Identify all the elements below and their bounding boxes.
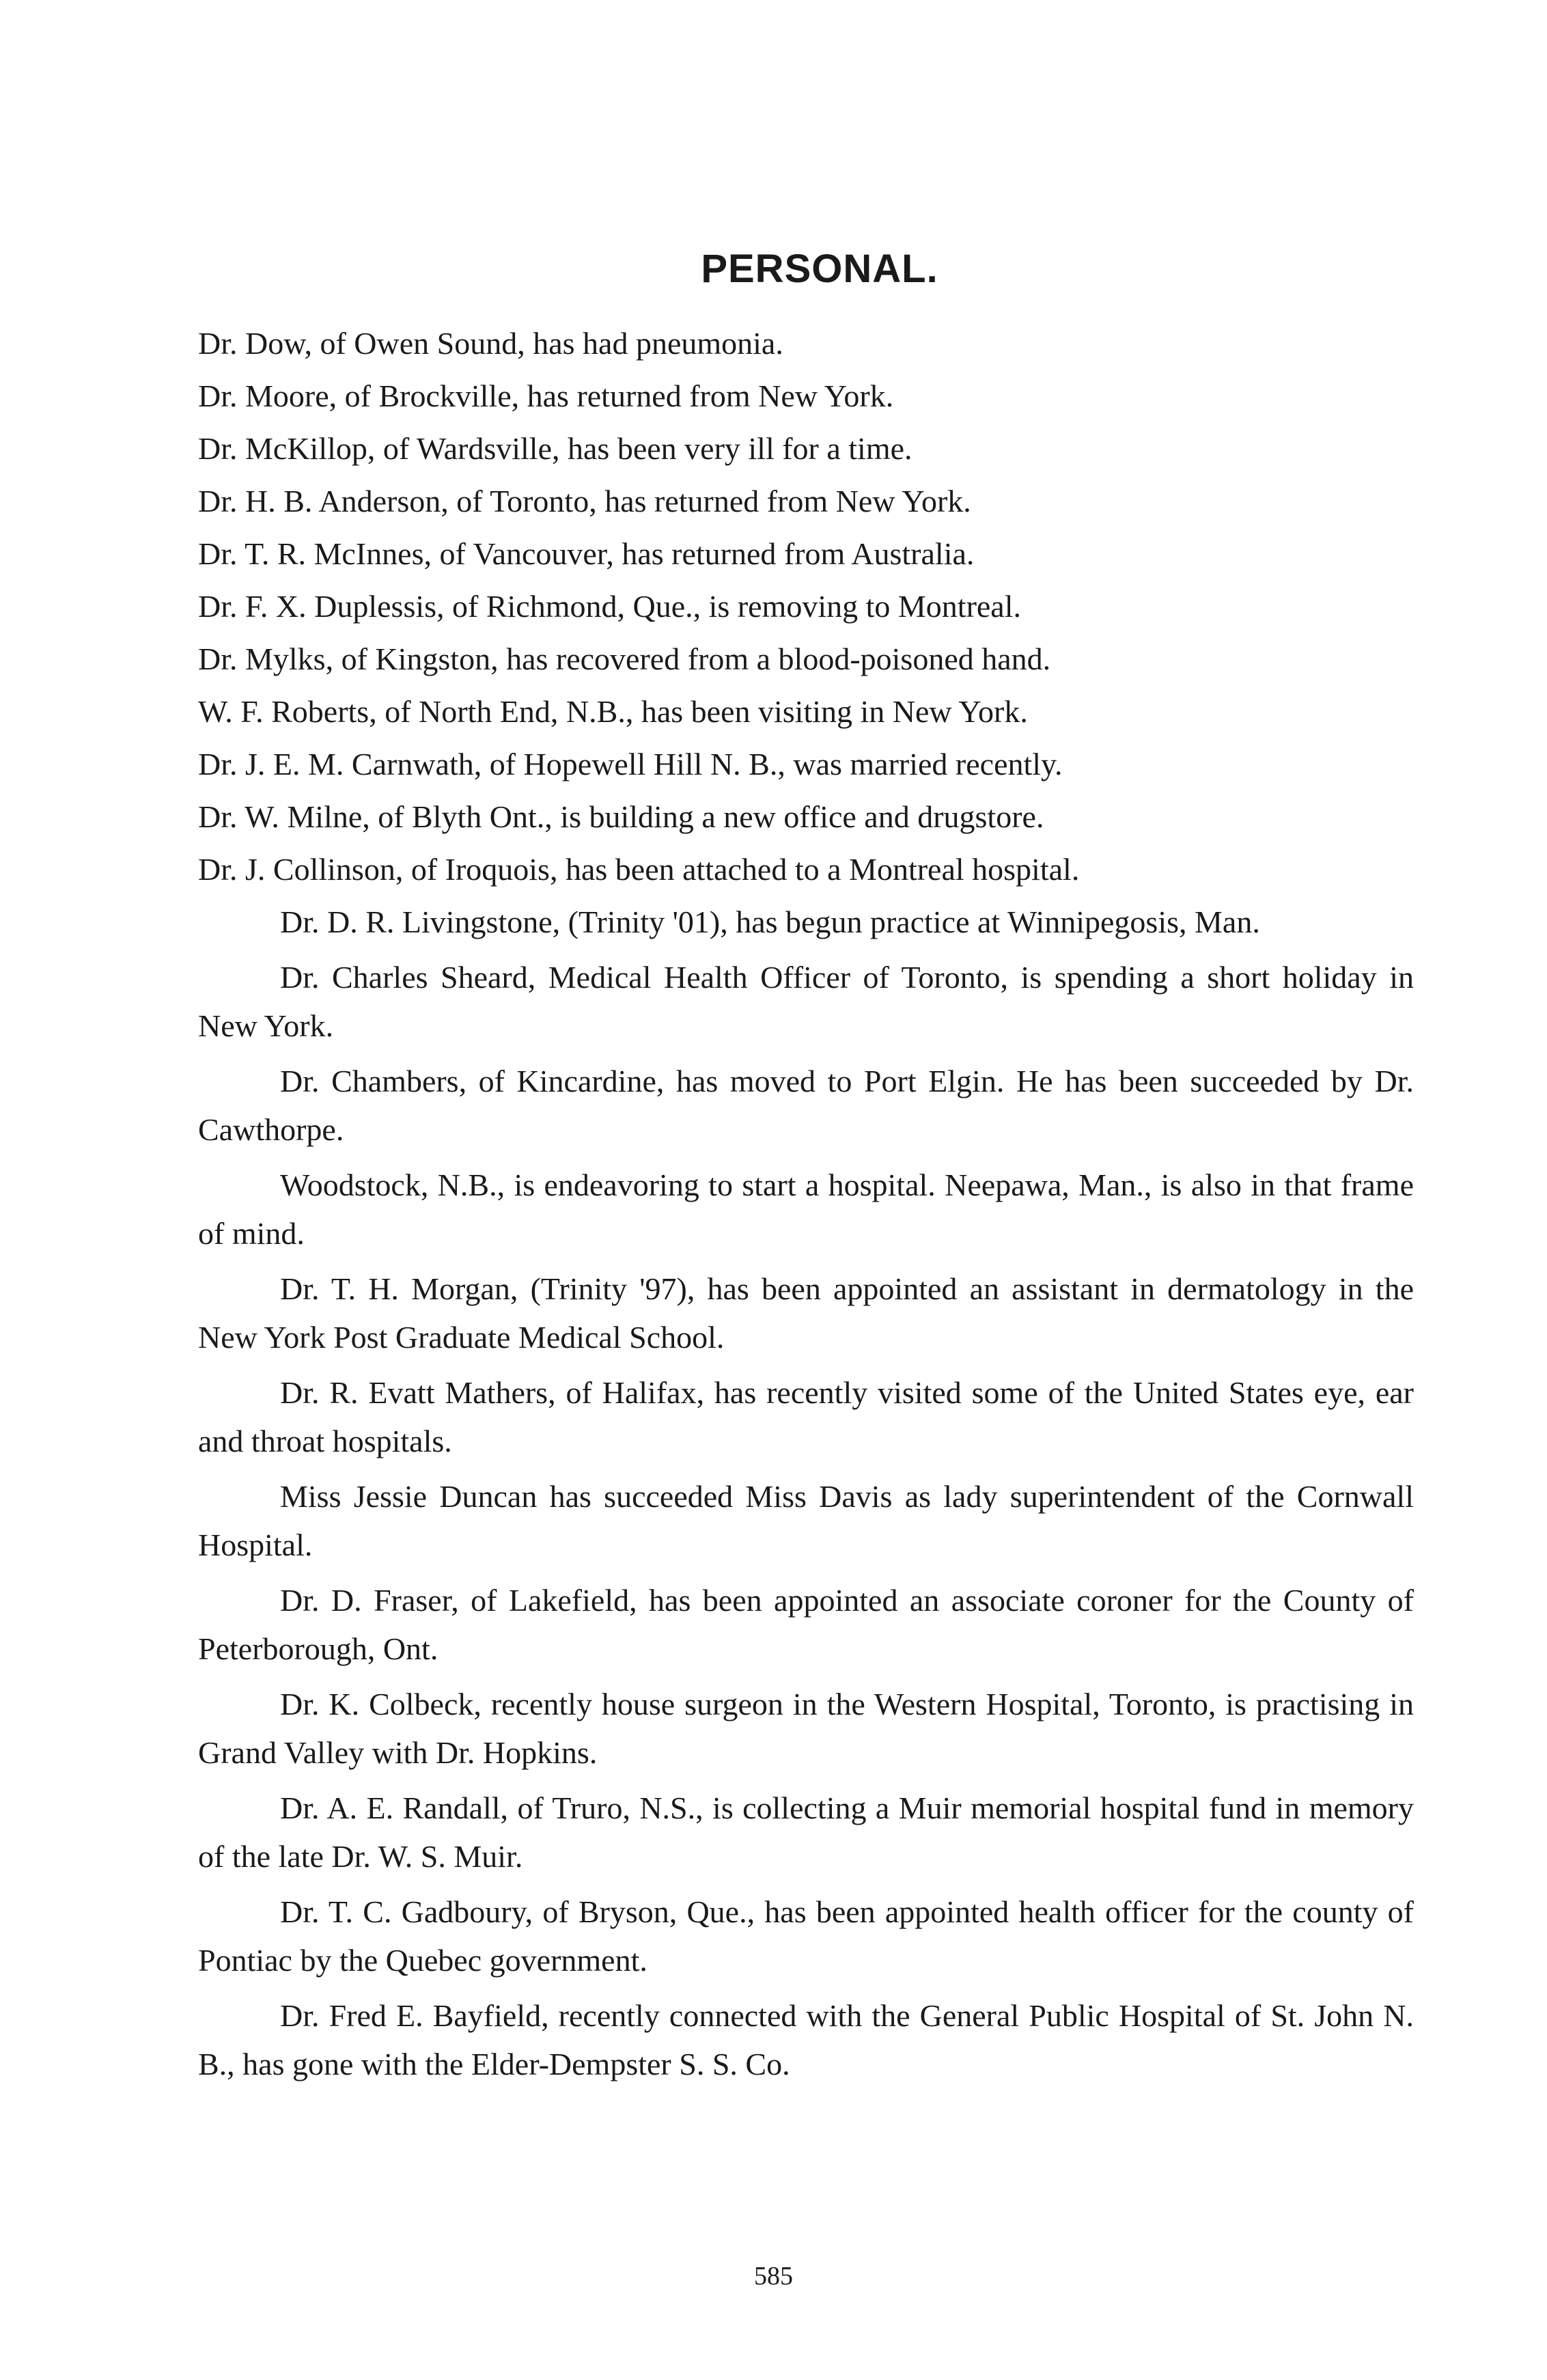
personal-note-item: Dr. T. C. Gadboury, of Bryson, Que., has been appointed health officer for the county of Pontiac by the Quebec government. — [198, 1894, 1414, 1978]
personal-note-item: Dr. Fred E. Bayfield, recently connected with the General Public Hospital of St. John N. B., has gone with the Elder-Dempster S. S. Co. — [198, 1998, 1414, 2081]
page-number: 585 — [754, 2262, 793, 2291]
personal-note-item: Dr. A. E. Randall, of Truro, N.S., is collecting a Muir memorial hospital fund in memory of the late Dr. W. S. Muir. — [198, 1790, 1414, 1874]
personal-note-item: Dr. W. Milne, of Blyth Ont., is building a new office and drugstore. — [198, 799, 1044, 834]
personal-note-item: Dr. Moore, of Brockville, has returned from New York. — [198, 378, 894, 413]
personal-note-item: Dr. T. H. Morgan, (Trinity '97), has been appointed an assistant in dermatology in the New York Post Graduate Medical School. — [198, 1271, 1414, 1355]
personal-note-item: Dr. D. R. Livingstone, (Trinity '01), has begun practice at Winnipegosis, Man. — [280, 904, 1260, 939]
personal-note-item: Dr. Charles Sheard, Medical Health Officer of Toronto, is spending a short holiday in New York. — [198, 960, 1414, 1043]
personal-note-item: Dr. F. X. Duplessis, of Richmond, Que., is removing to Montreal. — [198, 589, 1022, 624]
page-content — [198, 246, 1414, 2095]
personal-note-item: Dr. J. E. M. Carnwath, of Hopewell Hill N. B., was married recently. — [198, 747, 1063, 781]
page-title: PERSONAL. — [701, 247, 938, 291]
personal-note-item: Dr. R. Evatt Mathers, of Halifax, has recently visited some of the United States eye, ear and throat hospitals. — [198, 1375, 1414, 1458]
personal-note-item: Dr. D. Fraser, of Lakefield, has been appointed an associate coroner for the County of Peterborough, Ont. — [198, 1583, 1414, 1666]
personal-note-item: Miss Jessie Duncan has succeeded Miss Davis as lady superintendent of the Cornwall Hospital. — [198, 1479, 1414, 1562]
personal-note-item: Dr. Dow, of Owen Sound, has had pneumonia. — [198, 326, 783, 361]
personal-note-item: Dr. T. R. McInnes, of Vancouver, has returned from Australia. — [198, 536, 975, 571]
personal-note-item: Dr. H. B. Anderson, of Toronto, has returned from New York. — [198, 484, 971, 518]
personal-note-item: Dr. K. Colbeck, recently house surgeon in the Western Hospital, Toronto, is practising in Grand Valley with Dr. Hopkins. — [198, 1687, 1414, 1770]
personal-note-item: Woodstock, N.B., is endeavoring to start a hospital. Neepawa, Man., is also in that frame of mind. — [198, 1167, 1414, 1251]
personal-note-item: W. F. Roberts, of North End, N.B., has been visiting in New York. — [198, 694, 1028, 729]
personal-note-item: Dr. J. Collinson, of Iroquois, has been attached to a Montreal hospital. — [198, 852, 1080, 887]
personal-note-item: Dr. Chambers, of Kincardine, has moved to Port Elgin. He has been succeeded by Dr. Cawthorpe. — [198, 1064, 1414, 1147]
personal-notes-list — [198, 319, 1414, 2088]
personal-note-item: Dr. McKillop, of Wardsville, has been very ill for a time. — [198, 431, 912, 466]
personal-note-item: Dr. Mylks, of Kingston, has recovered from a blood-poisoned hand. — [198, 641, 1051, 676]
